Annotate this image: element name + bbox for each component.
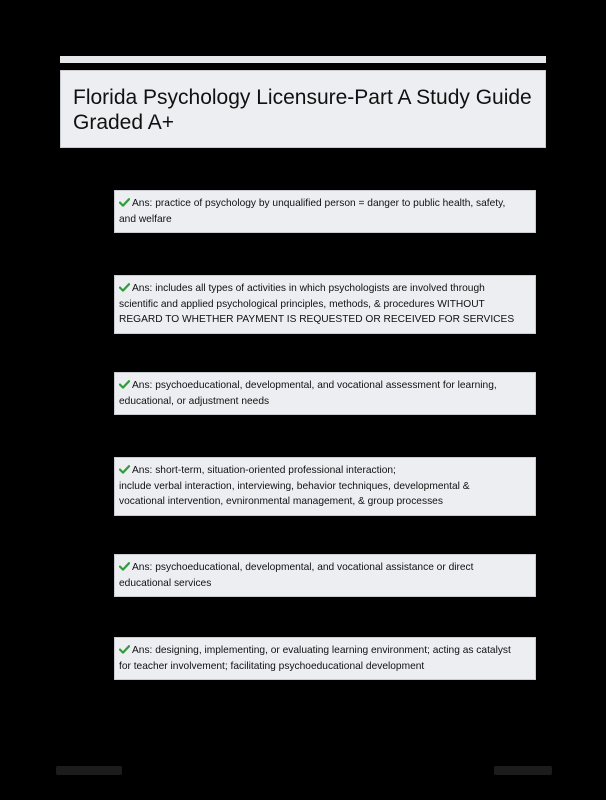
answer-box xyxy=(114,190,536,233)
answer-line: educational, or adjustment needs xyxy=(119,395,270,407)
check-icon xyxy=(119,465,130,474)
document-title xyxy=(73,85,537,135)
footer-page-number xyxy=(494,766,552,775)
header-rule xyxy=(60,56,546,63)
answer-box xyxy=(114,554,536,597)
answer-line: educational services xyxy=(119,577,212,589)
footer-watermark-left xyxy=(56,766,122,775)
check-icon xyxy=(119,198,130,207)
title-line-2: Graded A+ xyxy=(73,111,174,134)
check-icon xyxy=(119,562,130,571)
answer-line: Ans: short-term, situation-oriented professional interaction; xyxy=(119,463,529,479)
answer-box xyxy=(114,275,536,334)
answer-line: Ans: includes all types of activities in which psychologists are involved through xyxy=(119,281,529,297)
answer-line: REGARD TO WHETHER PAYMENT IS REQUESTED OR RECEIVED FOR SERVICES xyxy=(119,314,515,325)
answer-box xyxy=(114,457,536,516)
answer-line: and welfare xyxy=(119,213,172,225)
answer-line: Ans: psychoeducational, developmental, and vocational assessment for learning, xyxy=(119,378,529,394)
check-icon xyxy=(119,645,130,654)
check-icon xyxy=(119,283,130,292)
answer-line: vocational intervention, evnironmental management, & group processes xyxy=(119,496,443,507)
answer-line: Ans: psychoeducational, developmental, and vocational assistance or direct xyxy=(119,560,529,576)
answer-line: scientific and applied psychological principles, methods, & procedures WITHOUT xyxy=(119,298,485,310)
title-box xyxy=(60,70,546,148)
answer-box xyxy=(114,372,536,415)
answer-line: include verbal interaction, interviewing, behavior techniques, developmental & xyxy=(119,480,470,492)
answer-line: Ans: designing, implementing, or evaluating learning environment; acting as catalyst xyxy=(119,643,529,659)
check-icon xyxy=(119,380,130,389)
answer-line: for teacher involvement; facilitating psychoeducational development xyxy=(119,660,425,672)
answer-line: Ans: practice of psychology by unqualified person = danger to public health, safety, xyxy=(119,196,529,212)
answer-box xyxy=(114,637,536,680)
title-line-1: Florida Psychology Licensure-Part A Study Guide xyxy=(73,86,532,109)
